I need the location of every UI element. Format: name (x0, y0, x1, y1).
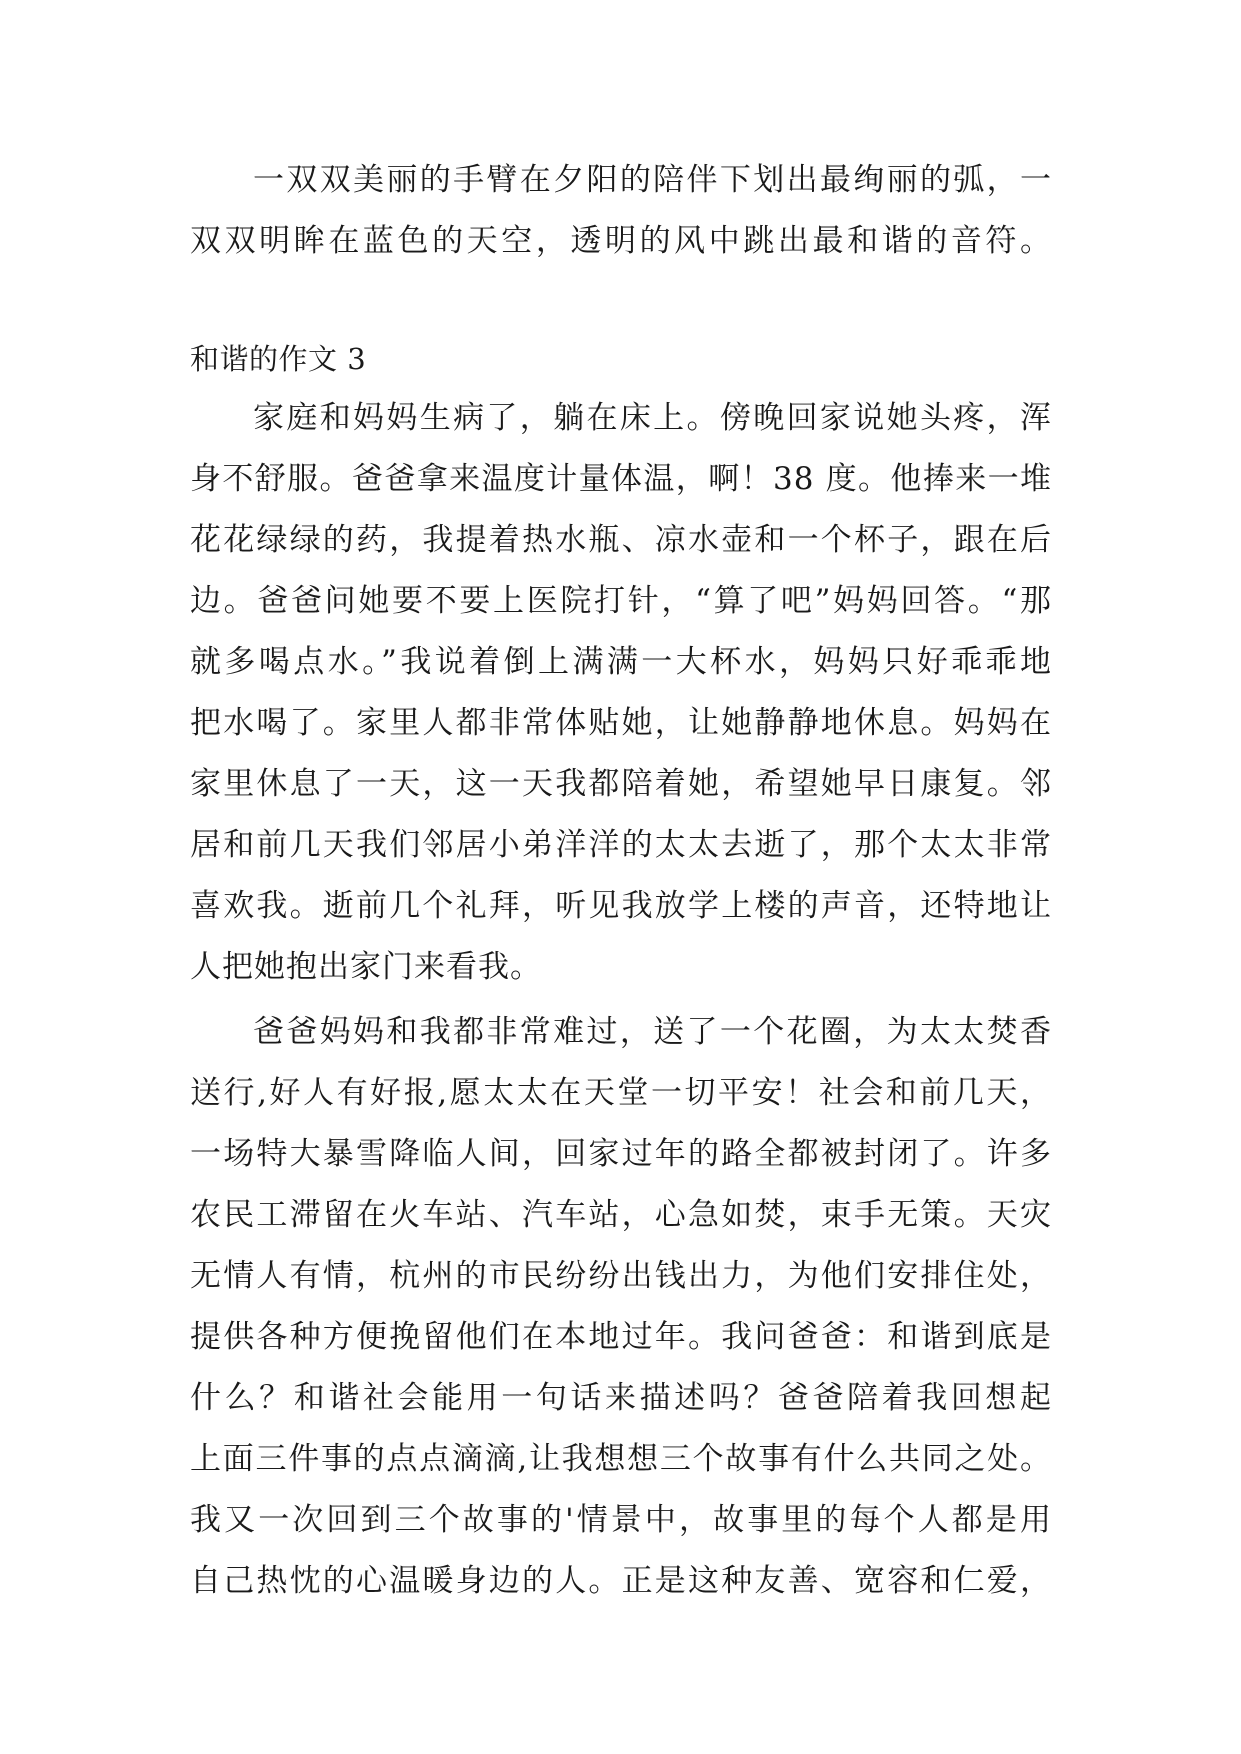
paragraph-line: 爸爸妈妈和我都非常难过，送了一个花圈，为太太焚香 (253, 1014, 1052, 1050)
paragraph-line: 居和前几天我们邻居小弟洋洋的太太去逝了，那个太太非常 (190, 827, 1052, 863)
paragraph-line: 家里休息了一天，这一天我都陪着她，希望她早日康复。邻 (190, 766, 1052, 802)
document-page (190, 150, 1052, 1612)
paragraph-line: 农民工滞留在火车站、汽车站，心急如焚，束手无策。天灾 (190, 1197, 1052, 1233)
paragraph-line: 家庭和妈妈生病了，躺在床上。傍晚回家说她头疼，浑 (253, 400, 1052, 436)
paragraph-line: 双双明眸在蓝色的天空，透明的风中跳出最和谐的音符。 (190, 223, 1052, 259)
paragraph-3 (190, 1002, 1052, 1612)
section-heading: 和谐的作文 3 (190, 342, 367, 376)
paragraph-line: 我又一次回到三个故事的'情景中，故事里的每个人都是用 (190, 1502, 1052, 1538)
paragraph-line: 无情人有情，杭州的市民纷纷出钱出力，为他们安排住处， (190, 1258, 1052, 1294)
paragraph-line: 一场特大暴雪降临人间，回家过年的路全都被封闭了。许多 (190, 1136, 1052, 1172)
paragraph-line: 人把她抱出家门来看我。 (190, 949, 542, 985)
paragraph-1 (190, 150, 1052, 272)
paragraph-line: 提供各种方便挽留他们在本地过年。我问爸爸：和谐到底是 (190, 1319, 1052, 1355)
paragraph-line: 把水喝了。家里人都非常体贴她，让她静静地休息。妈妈在 (190, 705, 1052, 741)
spacer (190, 272, 1052, 330)
paragraph-line: 花花绿绿的药，我提着热水瓶、凉水壶和一个杯子，跟在后 (190, 522, 1052, 558)
paragraph-line: 边。爸爸问她要不要上医院打针，“算了吧”妈妈回答。“那 (190, 583, 1052, 619)
paragraph-2 (190, 388, 1052, 998)
paragraph-line: 送行,好人有好报,愿太太在天堂一切平安！社会和前几天， (190, 1075, 1052, 1111)
paragraph-line: 就多喝点水。”我说着倒上满满一大杯水，妈妈只好乖乖地 (190, 644, 1052, 680)
paragraph-line: 身不舒服。爸爸拿来温度计量体温，啊！38 度。他捧来一堆 (190, 461, 1052, 497)
paragraph-line: 上面三件事的点点滴滴,让我想想三个故事有什么共同之处。 (190, 1441, 1052, 1477)
paragraph-line: 喜欢我。逝前几个礼拜，听见我放学上楼的声音，还特地让 (190, 888, 1052, 924)
paragraph-line: 什么？和谐社会能用一句话来描述吗？爸爸陪着我回想起 (190, 1380, 1052, 1416)
paragraph-line: 自己热忱的心温暖身边的人。正是这种友善、宽容和仁爱， (190, 1563, 1052, 1599)
paragraph-line: 一双双美丽的手臂在夕阳的陪伴下划出最绚丽的弧，一 (253, 162, 1052, 198)
